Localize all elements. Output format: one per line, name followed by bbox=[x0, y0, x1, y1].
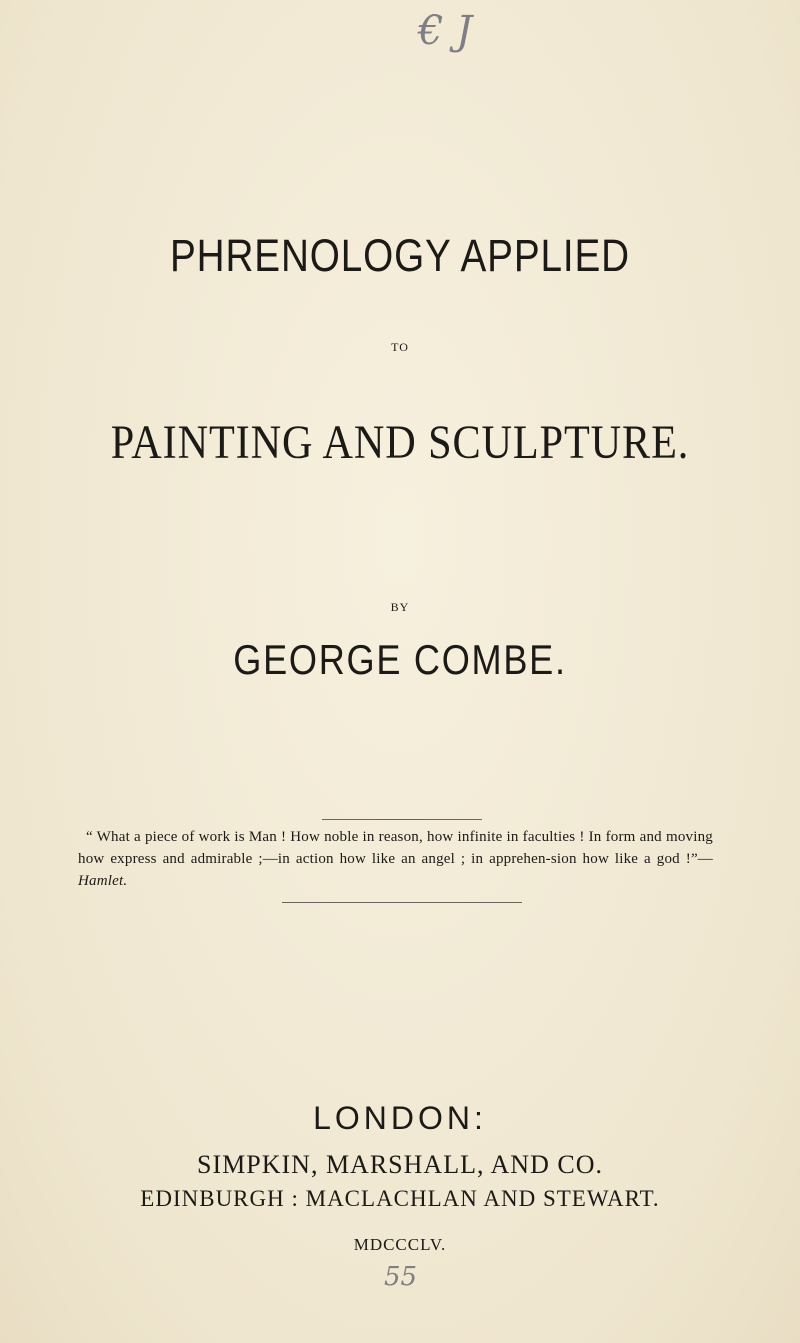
epigraph-text: “ What a piece of work is Man ! How noble in reason, how infinite in faculties ! In form and moving how express and admirable ;—in action how like an angel ; in apprehen-sion how like a god !”— bbox=[78, 829, 713, 867]
title-connector-to: TO bbox=[391, 340, 409, 354]
rule-above-epigraph bbox=[322, 819, 482, 820]
imprint-year: MDCCCLV. bbox=[353, 1235, 447, 1254]
epigraph bbox=[78, 826, 713, 892]
pencil-shelfmark-top: € J bbox=[418, 8, 473, 54]
byline-label: BY bbox=[390, 600, 410, 614]
epigraph-source: Hamlet. bbox=[78, 873, 128, 889]
imprint-city: LONDON: bbox=[313, 1100, 487, 1136]
rule-below-epigraph bbox=[282, 902, 522, 903]
imprint-publisher-edinburgh: EDINBURGH : MACLACHLAN AND STEWART. bbox=[140, 1186, 660, 1211]
author-name: GEORGE COMBE. bbox=[233, 636, 567, 683]
title-line-1: PHRENOLOGY APPLIED bbox=[170, 230, 630, 281]
title-line-2: PAINTING AND SCULPTURE. bbox=[110, 416, 690, 469]
pencil-mark-bottom: 55 bbox=[384, 1262, 418, 1292]
imprint-publisher-london: SIMPKIN, MARSHALL, AND CO. bbox=[197, 1150, 603, 1179]
